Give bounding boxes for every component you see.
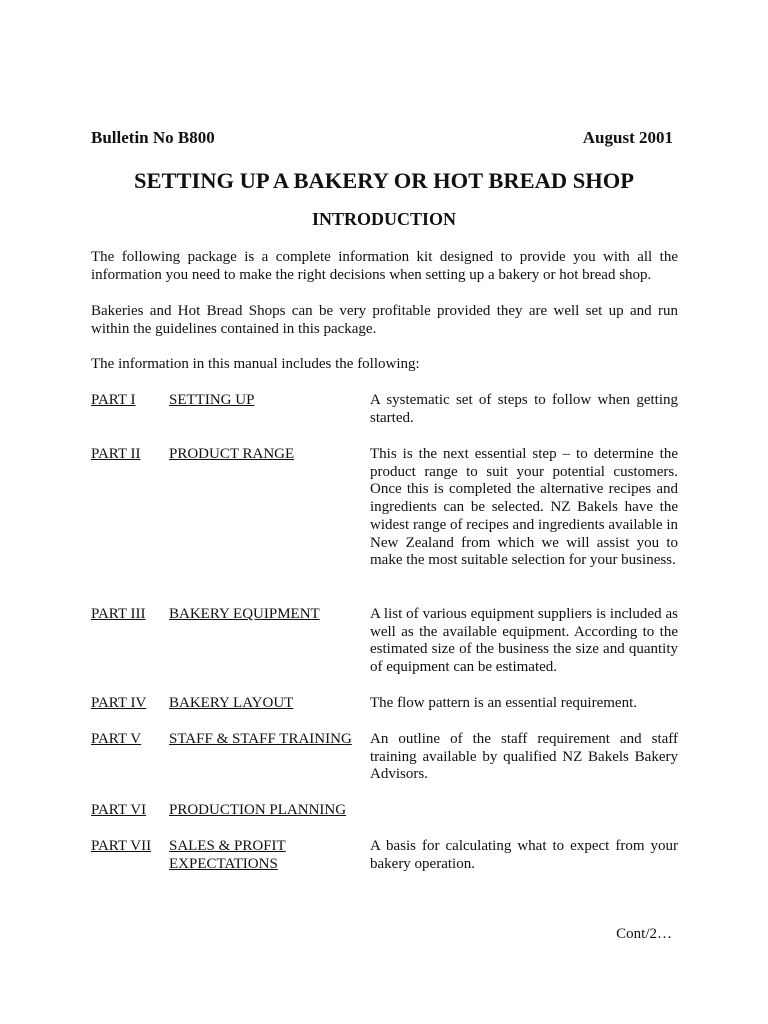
part-number: PART IV [91, 695, 147, 711]
part-number: PART III [91, 606, 146, 622]
part-number: PART I [91, 392, 136, 408]
part-name: BAKERY EQUIPMENT [169, 606, 320, 622]
part-number: PART VI [91, 802, 147, 818]
section-heading: INTRODUCTION [311, 209, 457, 229]
bulletin-number: Bulletin No B800 [91, 128, 215, 147]
continued-note: Cont/2… [616, 926, 672, 942]
contents-lead-paragraph: The information in this manual includes the following: [91, 356, 420, 372]
intro-paragraph: The following package is a complete information kit designed to provide you with all the information you need to make the right decisions when setting up a bakery or hot bread shop. [91, 249, 678, 283]
part-name: SALES & PROFIT EXPECTATIONS [169, 838, 286, 872]
part-description: A systematic set of steps to follow when getting started. [370, 392, 678, 426]
part-name: BAKERY LAYOUT [169, 695, 294, 711]
part-name: PRODUCT RANGE [169, 446, 295, 462]
part-description: This is the next essential step – to determine the product range to suit your potential customers. Once this is completed the alternative recipes and ingredients can be selected. NZ Bakels have the widest range of recipes and ingredients available in New Zealand from which we will assist you to make the most suitable selection for your business. [370, 446, 678, 569]
part-description: A list of various equipment suppliers is included as well as the available equipment. According to the estimated size of the business the size and quantity of equipment can be estimated. [370, 606, 678, 676]
part-name: PRODUCTION PLANNING [169, 802, 347, 818]
part-number: PART VII [91, 838, 152, 854]
part-description: An outline of the staff requirement and staff training available by qualified NZ Bakels Bakery Advisors. [370, 731, 678, 783]
part-description: A basis for calculating what to expect from your bakery operation. [370, 838, 678, 872]
part-number: PART II [91, 446, 141, 462]
bulletin-header [91, 128, 673, 148]
part-number: PART V [91, 731, 142, 747]
document-title: SETTING UP A BAKERY OR HOT BREAD SHOP [134, 168, 634, 193]
part-name: SETTING UP [169, 392, 255, 408]
bulletin-date: August 2001 [582, 128, 673, 147]
part-name: STAFF & STAFF TRAINING [169, 731, 352, 747]
profit-paragraph: Bakeries and Hot Bread Shops can be very profitable provided they are well set up and run within the guidelines contained in this package. [91, 303, 678, 337]
part-description: The flow pattern is an essential requirement. [370, 695, 637, 711]
